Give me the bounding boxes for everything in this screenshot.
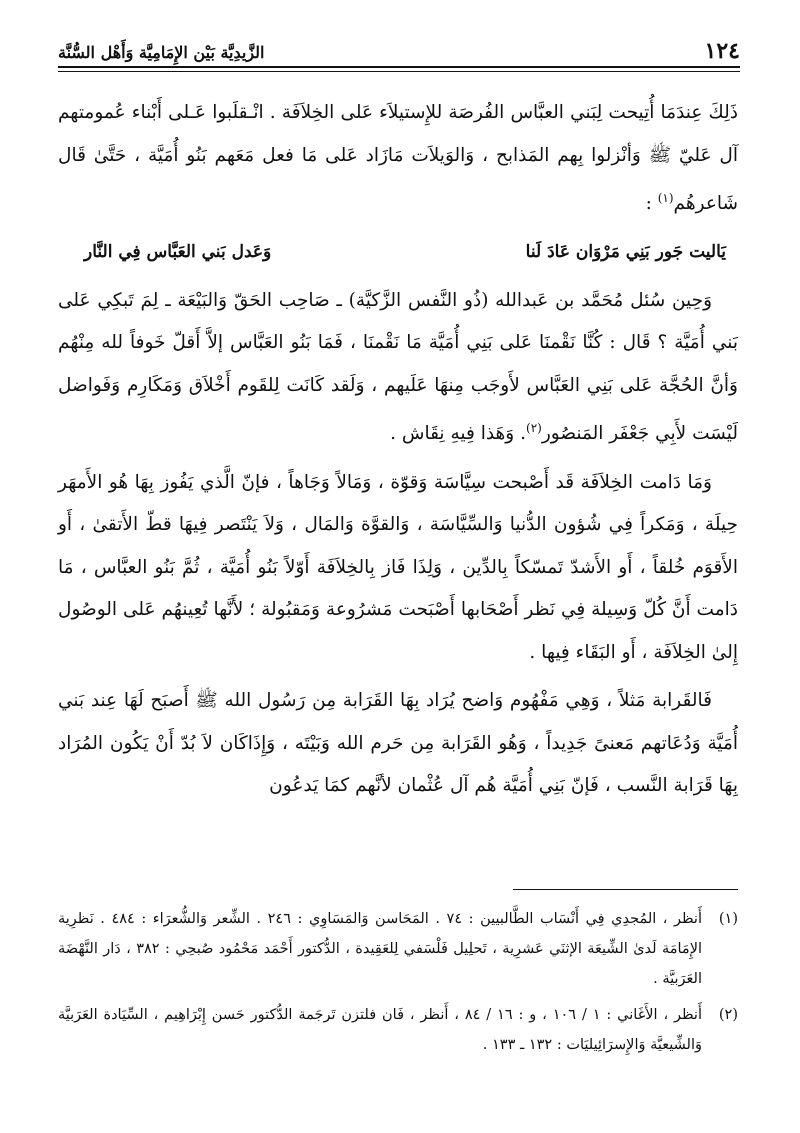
footnote-1-text: أَنظر ، المُجدِي فِي أَنْسَاب الطَّالبيين : ٧٤ . المَحَاسن وَالمَسَاوِي : ٢٤٦ . الشِّعر وَالشُّعرَاء : ٤٨٤ . نَظرِية الإِمَامَة لَدىٰ الشِّيعَة الإثنَي عَشرِية ، تَحلِيل فَلْسَفي لِلعَقِيدة ، الدُّكتور أَحْمَد مَحْمُود صُبحِي : ٣٨٢ ، دَار النَّهْضَة العَرَبيَّة .	[58, 911, 702, 987]
footnote-2	[58, 1000, 738, 1060]
running-title: الزَّيدِيَّة بَيْن الإِمَامِيَّة وَأَهْل السُّنَّة	[58, 43, 265, 62]
poetry-verse	[84, 232, 726, 272]
footnote-separator	[513, 889, 738, 890]
paragraph-1-text: ذَلِكَ عِندَمَا أُتِيحت لِبَني العبَّاس الفُرصَة للإِستيلاَء عَلى الخِلاَفَة . انْـقلَبوا عَـلى أَبْناء عُمومتهم آل عَليّ ﷺ وَأنْزلوا بِهم المَذابح ، وَالوَيلاَت مَازَاد عَلى مَا فعل مَعَهم بَنُو أُمَيَّة ، حَتَّىٰ قَال شَاعرهُم	[58, 102, 738, 215]
paragraph-3: وَمَا دَامت الخِلاَفَة قَد أَصْبحت سِيَّاسَة وَقوّة ، وَمَالاً وَجَاهاً ، فإنّ الَّذي يَفُوز بِهَا هُو الأَمهَر حِيلَة ، وَمَكراً فِي شُؤون الدُّنيا وَالسِّيَّاسَة ، وَالقوَّة وَالمَال ، وَلاَ يَنْتَصر فِيهَا قطّ الأَتقىٰ ، أَو الأَقوَم خُلقاً ، أَو الأَشدّ تَمسّكاً بِالدِّين ، وَلِذَا فَاز بِالخِلاَفَة أَوّلاً بَنُو أُمَيَّة ، ثُمَّ بَنُو العبَّاس ، مَا دَامت أَنَّ كُلّ وَسِيلة فِي نَظر أَصْحَابها أَصْبَحت مَشرُوعة وَمَقبُولة ؛ لأَنَّها تُعِينهُم عَلى الوصُول إِلىٰ الخِلاَفَة ، أَو البَقَاء فِيها .	[58, 471, 738, 663]
footnote-1-number: (١)	[718, 911, 738, 927]
paragraph-2-text: وَحِين سُئل مُحَمَّد بن عَبدالله (ذُو النَّفس الزَّكيَّة) ـ صَاحِب الحَقّ وَالبَيْعَة ـ لِمَ تَبكِي عَلى بَني أُمَيَّة ؟ قَال : كُنَّا نَقْمنَا عَلى بَنِي أُمَيَّة مَا نَقْمنَا ، فَمَا بَنُو العَبَّاس إلاَّ أَقلّ خَوفاً لله مِنْهُم وَأنَّ الحُجَّة عَلى بَنِي العَبَّاس لأَوجَب مِنهَا عَلَيهم ، وَلَقد كَانَت لِلقَوم أَخْلاَق وَمَكَارِم وَفَواضل لَيْسَت لأَبِي جَعْفَر المَنصُور	[58, 289, 738, 445]
page-number: ١٢٤	[704, 38, 740, 64]
footnote-2-number: (٢)	[718, 1007, 738, 1023]
paragraph-2-end: . وَهَذا فِيهِ نِقَاش .	[390, 423, 526, 445]
footnote-1	[58, 904, 738, 994]
footnotes	[58, 904, 738, 1066]
main-text	[58, 92, 738, 814]
page-header	[58, 30, 740, 68]
paragraph-4: فَالقَرابة مَثلاً ، وَهِي مَفْهُوم وَاضح يُرَاد بِهَا القَرَابة مِن رَسُول الله ﷺ أَصبَح لَهَا عِند بَني أُمَيَّة وَدُعَاتهم مَعنىً جَدِيداً ، وَهُو القَرَابة مِن حَرم الله وَبَيْتَه ، وَإِذَاكَان لاَ بُدّ أَنْ يَكُون المُرَاد بِهَا قَرَابة النَّسب ، فَإنّ بَنِي أُمَيَّة هُم آل عُثْمان لأنَّهم كمَا يَدعُون	[58, 690, 738, 797]
paragraph-1-end: :	[645, 193, 658, 215]
footnote-ref-2: (٢)	[526, 421, 542, 436]
verse-second-hemistich: وَعَدل بَني العَبَّاس فِي النَّار	[84, 241, 272, 262]
paragraph-2	[58, 280, 738, 456]
paragraph-1	[58, 92, 738, 226]
footnote-2-text: أَنظر ، الأَغَاني : ١ / ١٠٦ ، و : ١٦ / ٨٤ ، أَنظر ، فَان فلتزن تَرجَمة الدُّكتور حَسن إِبْرَاهِيم ، السِّيَادة العَرَبيَّة وَالشِّيعيَّة وَالإِسرَائِيليَات : ١٣٢ ـ ١٣٣ .	[58, 1007, 702, 1053]
footnote-ref-1: (١)	[657, 191, 674, 205]
verse-first-hemistich: يَاليت جَور بَنِي مَرْوَان عَادَ لَنا	[525, 241, 726, 262]
